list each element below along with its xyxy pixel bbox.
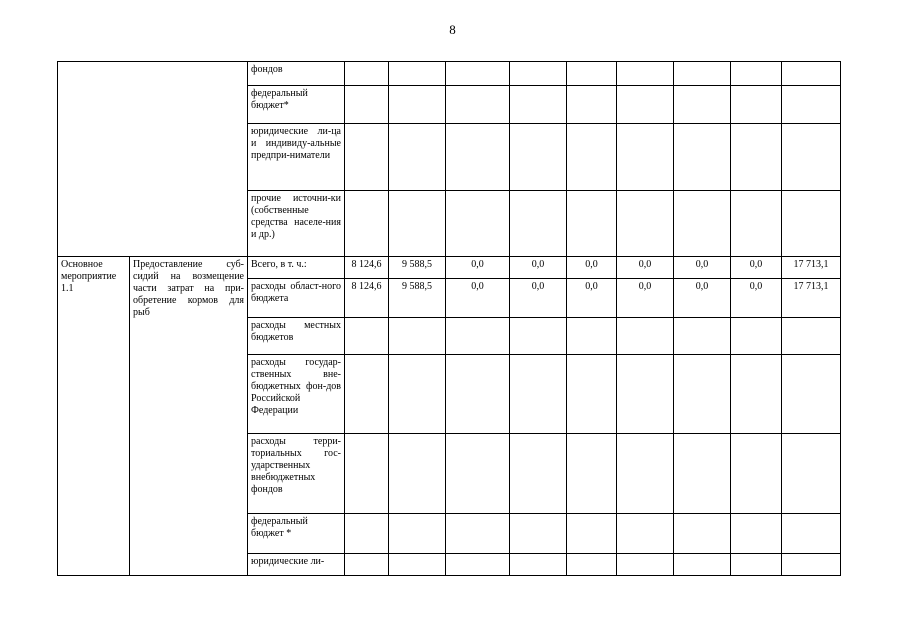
value-cell	[674, 514, 731, 554]
value-cell	[674, 434, 731, 514]
value-cell	[782, 124, 841, 191]
value-cell	[389, 514, 446, 554]
event-description-cell: Предоставление суб-сидий на возмещение части затрат на при-обретение кормов для рыб	[130, 257, 248, 576]
value-cell: 0,0	[674, 279, 731, 318]
value-cell: 8 124,6	[345, 257, 389, 279]
value-cell	[617, 514, 674, 554]
value-cell	[782, 62, 841, 86]
value-cell	[567, 514, 617, 554]
value-cell	[782, 355, 841, 434]
value-cell	[389, 355, 446, 434]
value-cell	[782, 554, 841, 576]
value-cell: 0,0	[617, 257, 674, 279]
value-cell	[446, 355, 510, 434]
value-cell	[674, 124, 731, 191]
value-cell	[731, 434, 782, 514]
value-cell	[446, 554, 510, 576]
funding-source-cell: расходы государ-ственных вне-бюджетных фон-дов Российской Федерации	[248, 355, 345, 434]
value-cell: 0,0	[567, 279, 617, 318]
value-cell: 17 713,1	[782, 279, 841, 318]
value-cell	[345, 514, 389, 554]
value-cell	[674, 355, 731, 434]
value-cell	[617, 554, 674, 576]
value-cell: 0,0	[510, 257, 567, 279]
value-cell	[345, 86, 389, 124]
value-cell	[617, 434, 674, 514]
value-cell	[510, 124, 567, 191]
value-cell	[567, 554, 617, 576]
value-cell: 0,0	[446, 257, 510, 279]
value-cell	[731, 554, 782, 576]
value-cell	[345, 124, 389, 191]
value-cell: 0,0	[731, 257, 782, 279]
funding-source-cell: юридические ли-	[248, 554, 345, 576]
value-cell	[782, 514, 841, 554]
value-cell	[617, 86, 674, 124]
value-cell	[389, 62, 446, 86]
value-cell	[617, 62, 674, 86]
funding-source-cell: расходы местных бюджетов	[248, 318, 345, 355]
value-cell	[567, 318, 617, 355]
value-cell	[617, 355, 674, 434]
value-cell	[446, 191, 510, 257]
funding-source-cell: расходы област-ного бюджета	[248, 279, 345, 318]
value-cell	[567, 434, 617, 514]
value-cell	[567, 62, 617, 86]
page-number: 8	[449, 22, 456, 37]
value-cell	[510, 355, 567, 434]
value-cell	[510, 191, 567, 257]
value-cell	[345, 191, 389, 257]
value-cell	[345, 355, 389, 434]
value-cell	[510, 86, 567, 124]
value-cell	[567, 355, 617, 434]
value-cell	[510, 514, 567, 554]
value-cell	[567, 191, 617, 257]
value-cell: 9 588,5	[389, 279, 446, 318]
value-cell	[617, 124, 674, 191]
value-cell: 0,0	[567, 257, 617, 279]
value-cell	[345, 434, 389, 514]
value-cell	[389, 554, 446, 576]
value-cell	[567, 86, 617, 124]
funding-source-cell: фондов	[248, 62, 345, 86]
value-cell	[731, 191, 782, 257]
value-cell	[617, 191, 674, 257]
funding-source-cell: федеральный бюджет *	[248, 514, 345, 554]
value-cell	[510, 318, 567, 355]
value-cell	[446, 318, 510, 355]
value-cell	[446, 62, 510, 86]
value-cell: 0,0	[617, 279, 674, 318]
value-cell	[446, 124, 510, 191]
value-cell	[446, 434, 510, 514]
value-cell	[731, 86, 782, 124]
value-cell	[782, 191, 841, 257]
value-cell	[782, 86, 841, 124]
table-row	[58, 257, 841, 279]
value-cell	[782, 318, 841, 355]
funding-source-cell: прочие источни-ки (собственные средства населе-ния и др.)	[248, 191, 345, 257]
value-cell	[446, 86, 510, 124]
value-cell	[674, 86, 731, 124]
value-cell	[389, 124, 446, 191]
value-cell	[674, 318, 731, 355]
value-cell	[731, 124, 782, 191]
value-cell	[446, 514, 510, 554]
value-cell: 0,0	[731, 279, 782, 318]
value-cell	[389, 434, 446, 514]
value-cell	[345, 318, 389, 355]
value-cell: 17 713,1	[782, 257, 841, 279]
value-cell	[389, 318, 446, 355]
value-cell: 9 588,5	[389, 257, 446, 279]
value-cell	[345, 554, 389, 576]
value-cell	[674, 554, 731, 576]
value-cell	[731, 355, 782, 434]
value-cell	[389, 191, 446, 257]
value-cell: 0,0	[446, 279, 510, 318]
value-cell	[674, 62, 731, 86]
funding-source-cell: юридические ли-ца и индивиду-альные предпри-ниматели	[248, 124, 345, 191]
value-cell	[674, 191, 731, 257]
value-cell: 8 124,6	[345, 279, 389, 318]
value-cell: 0,0	[674, 257, 731, 279]
value-cell	[389, 86, 446, 124]
value-cell	[567, 124, 617, 191]
value-cell	[510, 554, 567, 576]
event-label-cell: Основное мероприятие 1.1	[58, 257, 130, 576]
funding-source-cell: Всего, в т. ч.:	[248, 257, 345, 279]
value-cell	[345, 62, 389, 86]
program-funding-table	[57, 61, 841, 576]
funding-source-cell: федеральный бюджет*	[248, 86, 345, 124]
value-cell	[510, 62, 567, 86]
value-cell	[510, 434, 567, 514]
value-cell	[731, 62, 782, 86]
value-cell	[782, 434, 841, 514]
funding-source-cell: расходы терри-ториальных гос-ударственных внебюджетных фондов	[248, 434, 345, 514]
value-cell	[731, 514, 782, 554]
value-cell	[731, 318, 782, 355]
value-cell	[617, 318, 674, 355]
table-row	[58, 62, 841, 86]
empty-merged-cell	[58, 62, 248, 257]
value-cell: 0,0	[510, 279, 567, 318]
